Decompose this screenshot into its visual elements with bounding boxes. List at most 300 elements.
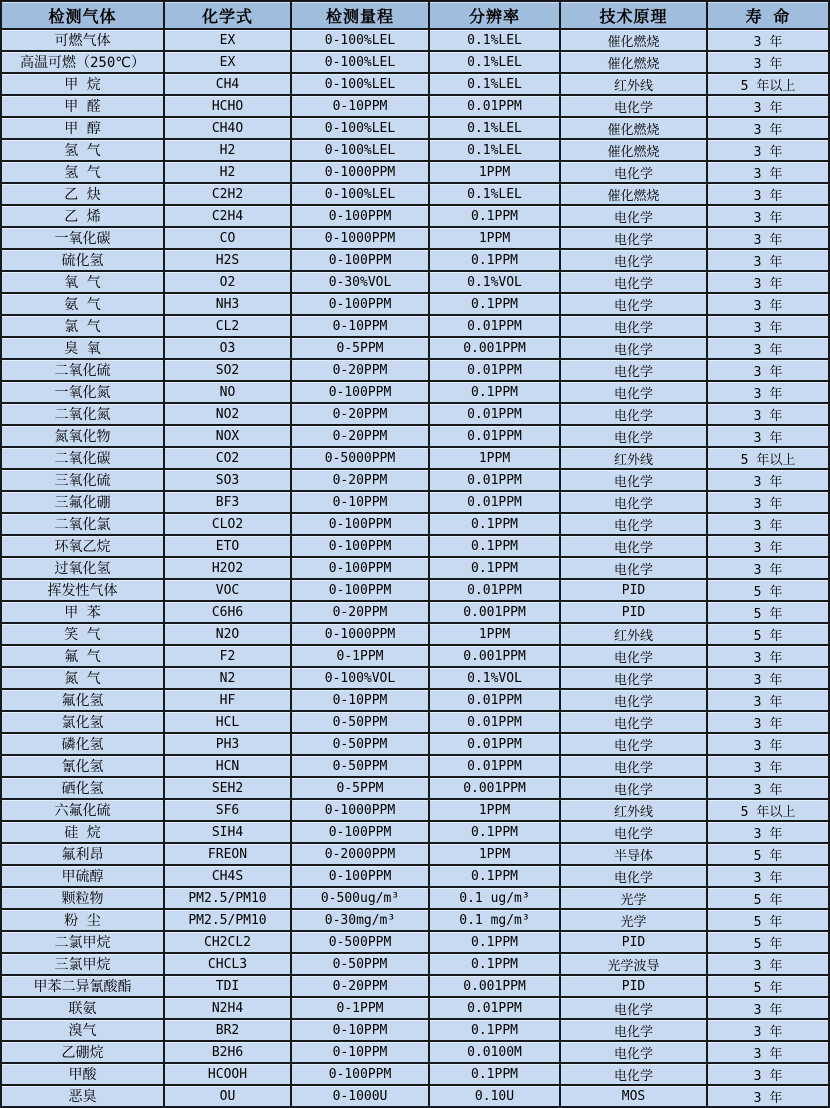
principle-cell: 电化学 [560,997,707,1019]
table-row [1,623,829,645]
resolution-cell: 1PPM [429,161,560,183]
resolution-cell: 0.001PPM [429,777,560,799]
column-header-5: 寿 命 [707,1,829,29]
principle-cell: 催化燃烧 [560,183,707,205]
range-cell: 0-20PPM [291,975,429,997]
range-cell: 0-100PPM [291,535,429,557]
formula-cell: CH4 [164,73,291,95]
lifespan-cell: 3 年 [707,205,829,227]
table-row [1,205,829,227]
formula-cell: FREON [164,843,291,865]
range-cell: 0-100PPM [291,865,429,887]
formula-cell: H2 [164,161,291,183]
table-row [1,1063,829,1085]
lifespan-cell: 3 年 [707,689,829,711]
lifespan-cell: 3 年 [707,425,829,447]
lifespan-cell: 3 年 [707,469,829,491]
lifespan-cell: 3 年 [707,29,829,51]
resolution-cell: 0.01PPM [429,95,560,117]
resolution-cell: 0.01PPM [429,579,560,601]
range-cell: 0-5PPM [291,777,429,799]
formula-cell: O2 [164,271,291,293]
principle-cell: 电化学 [560,557,707,579]
table-row [1,161,829,183]
gas-name-cell: 氟化氢 [1,689,164,711]
gas-name-cell: 磷化氢 [1,733,164,755]
gas-name-cell: 硒化氢 [1,777,164,799]
principle-cell: 电化学 [560,865,707,887]
gas-name-cell: 六氟化硫 [1,799,164,821]
resolution-cell: 0.01PPM [429,689,560,711]
lifespan-cell: 5 年 [707,931,829,953]
formula-cell: NOX [164,425,291,447]
range-cell: 0-1000PPM [291,227,429,249]
table-row [1,51,829,73]
range-cell: 0-100%LEL [291,51,429,73]
range-cell: 0-100PPM [291,293,429,315]
range-cell: 0-100PPM [291,249,429,271]
lifespan-cell: 3 年 [707,997,829,1019]
principle-cell: 催化燃烧 [560,139,707,161]
table-row [1,953,829,975]
range-cell: 0-5000PPM [291,447,429,469]
range-cell: 0-50PPM [291,733,429,755]
table-row [1,557,829,579]
range-cell: 0-2000PPM [291,843,429,865]
table-row [1,513,829,535]
table-row [1,865,829,887]
principle-cell: 电化学 [560,337,707,359]
table-row [1,579,829,601]
formula-cell: EX [164,51,291,73]
resolution-cell: 0.001PPM [429,975,560,997]
formula-cell: ETO [164,535,291,557]
table-row [1,821,829,843]
formula-cell: F2 [164,645,291,667]
resolution-cell: 1PPM [429,623,560,645]
gas-name-cell: 二氯甲烷 [1,931,164,953]
formula-cell: N2H4 [164,997,291,1019]
lifespan-cell: 3 年 [707,315,829,337]
gas-name-cell: 甲 苯 [1,601,164,623]
table-row [1,601,829,623]
lifespan-cell: 3 年 [707,777,829,799]
resolution-cell: 0.1PPM [429,865,560,887]
formula-cell: H2O2 [164,557,291,579]
table-row [1,1019,829,1041]
table-row [1,491,829,513]
table-row [1,73,829,95]
lifespan-cell: 5 年以上 [707,447,829,469]
range-cell: 0-100PPM [291,513,429,535]
gas-name-cell: 氨 气 [1,293,164,315]
gas-name-cell: 氰化氢 [1,755,164,777]
principle-cell: 电化学 [560,359,707,381]
table-row [1,271,829,293]
gas-name-cell: 二氧化碳 [1,447,164,469]
formula-cell: N2O [164,623,291,645]
gas-name-cell: 笑 气 [1,623,164,645]
lifespan-cell: 5 年以上 [707,73,829,95]
resolution-cell: 0.1%LEL [429,29,560,51]
gas-name-cell: 甲苯二异氰酸酯 [1,975,164,997]
table-row [1,645,829,667]
table-row [1,315,829,337]
table-row [1,755,829,777]
lifespan-cell: 3 年 [707,359,829,381]
principle-cell: 电化学 [560,315,707,337]
table-row [1,29,829,51]
resolution-cell: 0.1%LEL [429,139,560,161]
principle-cell: 红外线 [560,799,707,821]
gas-name-cell: 粉 尘 [1,909,164,931]
column-header-0: 检测气体 [1,1,164,29]
lifespan-cell: 5 年 [707,975,829,997]
lifespan-cell: 3 年 [707,183,829,205]
table-row [1,711,829,733]
table-row [1,447,829,469]
range-cell: 0-100PPM [291,821,429,843]
lifespan-cell: 3 年 [707,227,829,249]
lifespan-cell: 5 年 [707,887,829,909]
resolution-cell: 0.01PPM [429,491,560,513]
table-row [1,1085,829,1107]
table-row [1,843,829,865]
principle-cell: 电化学 [560,821,707,843]
lifespan-cell: 3 年 [707,161,829,183]
resolution-cell: 0.0100M [429,1041,560,1063]
resolution-cell: 0.01PPM [429,425,560,447]
gas-name-cell: 硅 烷 [1,821,164,843]
table-row [1,975,829,997]
formula-cell: C2H4 [164,205,291,227]
formula-cell: PM2.5/PM10 [164,909,291,931]
principle-cell: 光学 [560,909,707,931]
principle-cell: 电化学 [560,1041,707,1063]
gas-name-cell: 氧 气 [1,271,164,293]
resolution-cell: 0.1PPM [429,953,560,975]
range-cell: 0-100%VOL [291,667,429,689]
principle-cell: 电化学 [560,733,707,755]
formula-cell: B2H6 [164,1041,291,1063]
gas-name-cell: 二氧化硫 [1,359,164,381]
formula-cell: SO2 [164,359,291,381]
lifespan-cell: 3 年 [707,645,829,667]
table-row [1,469,829,491]
range-cell: 0-10PPM [291,95,429,117]
resolution-cell: 0.1 ug/m³ [429,887,560,909]
formula-cell: HF [164,689,291,711]
principle-cell: PID [560,601,707,623]
lifespan-cell: 3 年 [707,755,829,777]
range-cell: 0-100%LEL [291,117,429,139]
resolution-cell: 0.01PPM [429,359,560,381]
gas-name-cell: 乙 炔 [1,183,164,205]
principle-cell: 电化学 [560,425,707,447]
range-cell: 0-10PPM [291,315,429,337]
resolution-cell: 0.1%VOL [429,271,560,293]
gas-name-cell: 硫化氢 [1,249,164,271]
resolution-cell: 0.1%LEL [429,73,560,95]
lifespan-cell: 3 年 [707,337,829,359]
resolution-cell: 0.001PPM [429,645,560,667]
formula-cell: HCHO [164,95,291,117]
resolution-cell: 0.1PPM [429,249,560,271]
principle-cell: PID [560,579,707,601]
gas-name-cell: 甲酸 [1,1063,164,1085]
table-row [1,227,829,249]
principle-cell: 红外线 [560,623,707,645]
formula-cell: SEH2 [164,777,291,799]
principle-cell: 电化学 [560,249,707,271]
header-row [1,1,829,29]
lifespan-cell: 3 年 [707,733,829,755]
formula-cell: C2H2 [164,183,291,205]
resolution-cell: 1PPM [429,799,560,821]
formula-cell: H2S [164,249,291,271]
gas-name-cell: 挥发性气体 [1,579,164,601]
resolution-cell: 0.1PPM [429,931,560,953]
resolution-cell: 1PPM [429,447,560,469]
gas-name-cell: 三氯甲烷 [1,953,164,975]
gas-name-cell: 氯化氢 [1,711,164,733]
resolution-cell: 1PPM [429,227,560,249]
column-header-3: 分辨率 [429,1,560,29]
table-row [1,425,829,447]
range-cell: 0-50PPM [291,755,429,777]
lifespan-cell: 3 年 [707,557,829,579]
lifespan-cell: 3 年 [707,491,829,513]
resolution-cell: 0.1%LEL [429,51,560,73]
resolution-cell: 0.1%LEL [429,117,560,139]
resolution-cell: 0.1PPM [429,535,560,557]
gas-name-cell: 环氧乙烷 [1,535,164,557]
range-cell: 0-100%LEL [291,183,429,205]
table-row [1,337,829,359]
principle-cell: 红外线 [560,447,707,469]
principle-cell: 电化学 [560,491,707,513]
resolution-cell: 0.1%LEL [429,183,560,205]
principle-cell: 催化燃烧 [560,29,707,51]
table-header [1,1,829,29]
resolution-cell: 0.01PPM [429,997,560,1019]
gas-name-cell: 三氟化硼 [1,491,164,513]
range-cell: 0-30mg/m³ [291,909,429,931]
column-header-4: 技术原理 [560,1,707,29]
range-cell: 0-100PPM [291,1063,429,1085]
gas-name-cell: 二氧化氯 [1,513,164,535]
lifespan-cell: 3 年 [707,51,829,73]
gas-name-cell: 可燃气体 [1,29,164,51]
range-cell: 0-100PPM [291,381,429,403]
table-row [1,183,829,205]
lifespan-cell: 3 年 [707,535,829,557]
formula-cell: TDI [164,975,291,997]
resolution-cell: 0.10U [429,1085,560,1107]
gas-name-cell: 氢 气 [1,139,164,161]
principle-cell: 电化学 [560,645,707,667]
gas-name-cell: 乙 烯 [1,205,164,227]
resolution-cell: 0.1%VOL [429,667,560,689]
range-cell: 0-100%LEL [291,29,429,51]
formula-cell: EX [164,29,291,51]
lifespan-cell: 5 年 [707,623,829,645]
range-cell: 0-500PPM [291,931,429,953]
principle-cell: 电化学 [560,161,707,183]
resolution-cell: 0.01PPM [429,733,560,755]
principle-cell: 电化学 [560,403,707,425]
principle-cell: 电化学 [560,227,707,249]
gas-name-cell: 溴气 [1,1019,164,1041]
table-row [1,931,829,953]
resolution-cell: 0.1PPM [429,293,560,315]
lifespan-cell: 3 年 [707,821,829,843]
lifespan-cell: 3 年 [707,1063,829,1085]
table-row [1,535,829,557]
formula-cell: O3 [164,337,291,359]
principle-cell: 电化学 [560,271,707,293]
principle-cell: 半导体 [560,843,707,865]
resolution-cell: 0.1PPM [429,557,560,579]
gas-name-cell: 氟利昂 [1,843,164,865]
range-cell: 0-100%LEL [291,139,429,161]
formula-cell: CH4S [164,865,291,887]
formula-cell: C6H6 [164,601,291,623]
range-cell: 0-1000PPM [291,799,429,821]
column-header-1: 化学式 [164,1,291,29]
table-row [1,403,829,425]
lifespan-cell: 3 年 [707,711,829,733]
resolution-cell: 0.1 mg/m³ [429,909,560,931]
principle-cell: 催化燃烧 [560,117,707,139]
principle-cell: PID [560,931,707,953]
gas-name-cell: 恶臭 [1,1085,164,1107]
table-row [1,381,829,403]
range-cell: 0-100PPM [291,579,429,601]
principle-cell: 光学波导 [560,953,707,975]
lifespan-cell: 3 年 [707,1085,829,1107]
table-row [1,1041,829,1063]
resolution-cell: 0.1PPM [429,1063,560,1085]
lifespan-cell: 3 年 [707,1041,829,1063]
range-cell: 0-10PPM [291,689,429,711]
range-cell: 0-5PPM [291,337,429,359]
principle-cell: 红外线 [560,73,707,95]
column-header-2: 检测量程 [291,1,429,29]
principle-cell: 电化学 [560,95,707,117]
formula-cell: CHCL3 [164,953,291,975]
formula-cell: CH4O [164,117,291,139]
range-cell: 0-30%VOL [291,271,429,293]
gas-name-cell: 氮氧化物 [1,425,164,447]
lifespan-cell: 3 年 [707,271,829,293]
range-cell: 0-1000PPM [291,623,429,645]
gas-name-cell: 颗粒物 [1,887,164,909]
formula-cell: SO3 [164,469,291,491]
range-cell: 0-100PPM [291,205,429,227]
range-cell: 0-20PPM [291,403,429,425]
lifespan-cell: 3 年 [707,403,829,425]
table-row [1,909,829,931]
formula-cell: BF3 [164,491,291,513]
range-cell: 0-10PPM [291,1041,429,1063]
gas-name-cell: 乙硼烷 [1,1041,164,1063]
resolution-cell: 0.1PPM [429,513,560,535]
principle-cell: 电化学 [560,755,707,777]
table-row [1,667,829,689]
principle-cell: 催化燃烧 [560,51,707,73]
range-cell: 0-100PPM [291,557,429,579]
range-cell: 0-10PPM [291,491,429,513]
gas-name-cell: 一氧化碳 [1,227,164,249]
resolution-cell: 1PPM [429,843,560,865]
formula-cell: CLO2 [164,513,291,535]
table-body [1,29,829,1107]
table-row [1,249,829,271]
range-cell: 0-50PPM [291,953,429,975]
formula-cell: NH3 [164,293,291,315]
lifespan-cell: 3 年 [707,1019,829,1041]
principle-cell: 电化学 [560,469,707,491]
formula-cell: H2 [164,139,291,161]
range-cell: 0-20PPM [291,469,429,491]
formula-cell: N2 [164,667,291,689]
principle-cell: 电化学 [560,535,707,557]
gas-name-cell: 过氧化氢 [1,557,164,579]
lifespan-cell: 3 年 [707,953,829,975]
resolution-cell: 0.1PPM [429,381,560,403]
resolution-cell: 0.01PPM [429,403,560,425]
lifespan-cell: 5 年 [707,601,829,623]
formula-cell: HCN [164,755,291,777]
lifespan-cell: 3 年 [707,667,829,689]
table-row [1,293,829,315]
table-row [1,689,829,711]
resolution-cell: 0.001PPM [429,601,560,623]
formula-cell: CO [164,227,291,249]
formula-cell: CH2CL2 [164,931,291,953]
range-cell: 0-1PPM [291,997,429,1019]
resolution-cell: 0.1PPM [429,821,560,843]
table-row [1,95,829,117]
gas-name-cell: 甲 醛 [1,95,164,117]
lifespan-cell: 3 年 [707,139,829,161]
formula-cell: HCOOH [164,1063,291,1085]
table-row [1,139,829,161]
range-cell: 0-500ug/m³ [291,887,429,909]
principle-cell: 电化学 [560,1063,707,1085]
table-row [1,733,829,755]
table-row [1,117,829,139]
gas-name-cell: 氮 气 [1,667,164,689]
gas-name-cell: 甲 烷 [1,73,164,95]
principle-cell: 电化学 [560,1019,707,1041]
gas-name-cell: 氯 气 [1,315,164,337]
formula-cell: PH3 [164,733,291,755]
range-cell: 0-10PPM [291,1019,429,1041]
gas-name-cell: 二氧化氮 [1,403,164,425]
range-cell: 0-1PPM [291,645,429,667]
table-row [1,997,829,1019]
gas-name-cell: 联氨 [1,997,164,1019]
lifespan-cell: 3 年 [707,117,829,139]
lifespan-cell: 3 年 [707,381,829,403]
principle-cell: MOS [560,1085,707,1107]
principle-cell: 电化学 [560,205,707,227]
range-cell: 0-1000U [291,1085,429,1107]
resolution-cell: 0.001PPM [429,337,560,359]
range-cell: 0-1000PPM [291,161,429,183]
